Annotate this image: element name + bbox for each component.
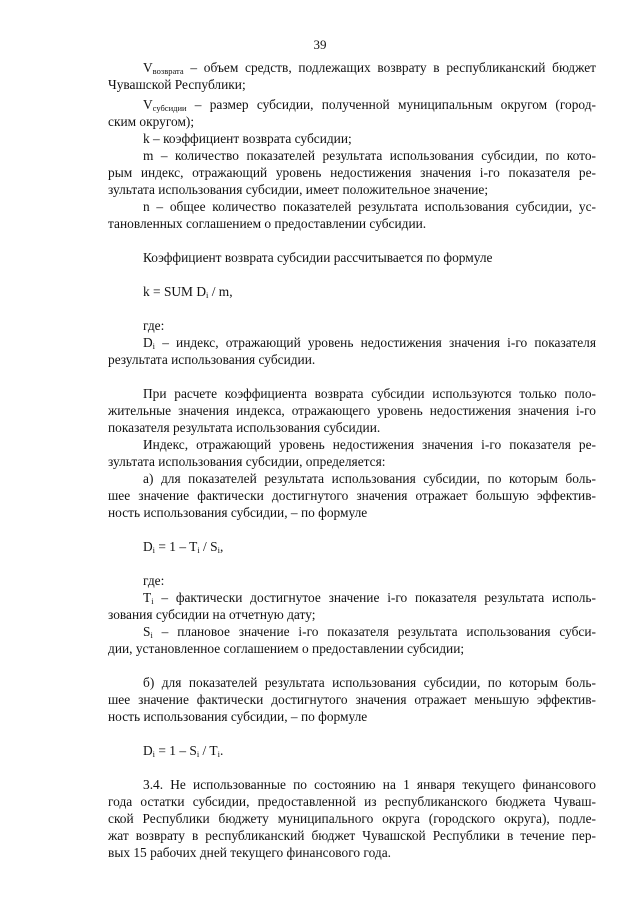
text-run: шее значение фактически достигнутого значения отражает меньшую эффектив-	[108, 692, 596, 707]
text-run: Коэффициент возврата субсидии рассчитывается по формуле	[143, 250, 493, 265]
text-run: – индекс, отражающий уровень недостижения значения i-го показателя	[155, 335, 596, 350]
text-run: зультата использования субсидии, определяется:	[108, 454, 386, 469]
text-run: ским округом);	[108, 114, 195, 129]
text-line	[108, 504, 596, 521]
text-line	[143, 385, 596, 402]
subscript: i	[196, 749, 200, 759]
text-run: / m,	[208, 284, 233, 299]
text-line	[143, 572, 596, 589]
text-line	[143, 249, 596, 266]
text-line	[108, 827, 596, 844]
text-run: года остатки субсидии, предоставленной из республиканского бюджета Чуваш-	[108, 794, 596, 809]
text-line	[143, 589, 596, 606]
text-run: = 1 – T	[155, 539, 198, 554]
subscript: i	[217, 545, 220, 555]
subscript: i	[152, 341, 156, 351]
text-run: где:	[143, 573, 165, 588]
text-line	[108, 164, 596, 181]
text-run: ность использования субсидии, – по формуле	[108, 505, 368, 520]
text-run: результата использования субсидии.	[108, 352, 316, 367]
text-line	[108, 453, 596, 470]
text-line	[108, 76, 596, 93]
text-run: – плановое значение i-го показателя результата использования субси-	[152, 624, 596, 639]
subscript: i	[205, 290, 209, 300]
text-run: ность использования субсидии, – по формуле	[108, 709, 368, 724]
text-line	[143, 436, 596, 453]
text-run: .	[219, 743, 224, 758]
text-line	[143, 776, 596, 793]
text-run: тановленных соглашением о предоставлении субсидии.	[108, 216, 427, 231]
text-run: жат возврату в республиканский бюджет Чувашской Республики в течение пер-	[108, 828, 596, 843]
text-run: жительные значения индекса, отражающего уровень недостижения значения i-го	[108, 403, 596, 418]
text-run: = 1 – S	[155, 743, 197, 758]
text-run: k – коэффициент возврата субсидии;	[143, 131, 352, 146]
text-run: ,	[219, 539, 224, 554]
text-run: 3.4. Не использованные по состоянию на 1 января текущего финансового	[143, 777, 596, 792]
text-run: S	[143, 624, 151, 639]
text-run: V	[143, 97, 153, 112]
text-run: а) для показателей результата использования субсидии, по которым боль-	[143, 471, 596, 486]
text-line	[143, 317, 596, 334]
text-run: зультата использования субсидии, имеет положительное значение;	[108, 182, 489, 197]
subscript: i	[151, 596, 154, 606]
text-line	[143, 96, 596, 113]
subscript: i	[152, 545, 156, 555]
text-line	[143, 538, 543, 555]
text-line	[143, 198, 596, 215]
text-line	[143, 130, 596, 147]
text-line	[108, 181, 596, 198]
text-line	[143, 623, 596, 640]
page-number: 39	[313, 37, 327, 52]
text-run: б) для показателей результата использования субсидии, по которым боль-	[143, 675, 596, 690]
subscript: i	[217, 749, 220, 759]
text-run: – размер субсидии, полученной муниципальным округом (город-	[186, 97, 596, 112]
text-line	[108, 810, 596, 827]
text-run: дии, установленное соглашением о предоставлении субсидии;	[108, 641, 465, 656]
text-line	[108, 113, 596, 130]
text-run: D	[143, 335, 153, 350]
text-run: рым индекс, отражающий уровень недостижения значения i-го показателя ре-	[108, 165, 596, 180]
text-line	[108, 691, 596, 708]
text-run: D	[143, 539, 153, 554]
subscript: субсидии	[152, 103, 187, 113]
text-run: зования субсидии на отчетную дату;	[108, 607, 316, 622]
text-line	[143, 334, 596, 351]
text-line	[143, 283, 543, 300]
text-line	[108, 351, 596, 368]
text-line	[108, 844, 596, 861]
text-line	[108, 402, 596, 419]
text-line	[143, 59, 596, 76]
text-run: V	[143, 60, 153, 75]
text-run: T	[143, 590, 152, 605]
text-line	[143, 742, 543, 759]
subscript: i	[150, 630, 153, 640]
text-run: показателя результата использования субсидии.	[108, 420, 381, 435]
text-run: D	[143, 743, 153, 758]
text-line	[108, 640, 596, 657]
text-line	[108, 708, 596, 725]
text-line	[108, 606, 596, 623]
text-run: – фактически достигнутое значение i-го показателя результата исполь-	[153, 590, 596, 605]
text-line	[143, 147, 596, 164]
text-run: k = SUM D	[143, 284, 206, 299]
text-run: где:	[143, 318, 165, 333]
text-line	[108, 793, 596, 810]
text-run: шее значение фактически достигнутого значения отражает большую эффектив-	[108, 488, 596, 503]
text-run: вых 15 рабочих дней текущего финансового года.	[108, 845, 391, 860]
text-line	[108, 215, 596, 232]
text-run: / T	[199, 743, 218, 758]
text-line	[108, 419, 596, 436]
text-line	[108, 487, 596, 504]
text-run: n – общее количество показателей результата использования субсидии, ус-	[143, 199, 596, 214]
text-run: – объем средств, подлежащих возврату в республиканский бюджет	[183, 60, 596, 75]
text-run: / S	[199, 539, 218, 554]
text-run: m – количество показателей результата использования субсидии, по кото-	[143, 148, 596, 163]
text-run: Индекс, отражающий уровень недостижения значения i-го показателя ре-	[143, 437, 596, 452]
text-line	[143, 674, 596, 691]
subscript: i	[152, 749, 156, 759]
text-run: ской Республики бюджету муниципального округа (городского округа), подле-	[108, 811, 596, 826]
text-line	[143, 470, 596, 487]
text-run: Чувашской Республики;	[108, 77, 246, 92]
subscript: возврата	[152, 66, 184, 76]
text-run: При расчете коэффициента возврата субсидии используются только поло-	[143, 386, 596, 401]
subscript: i	[197, 545, 200, 555]
